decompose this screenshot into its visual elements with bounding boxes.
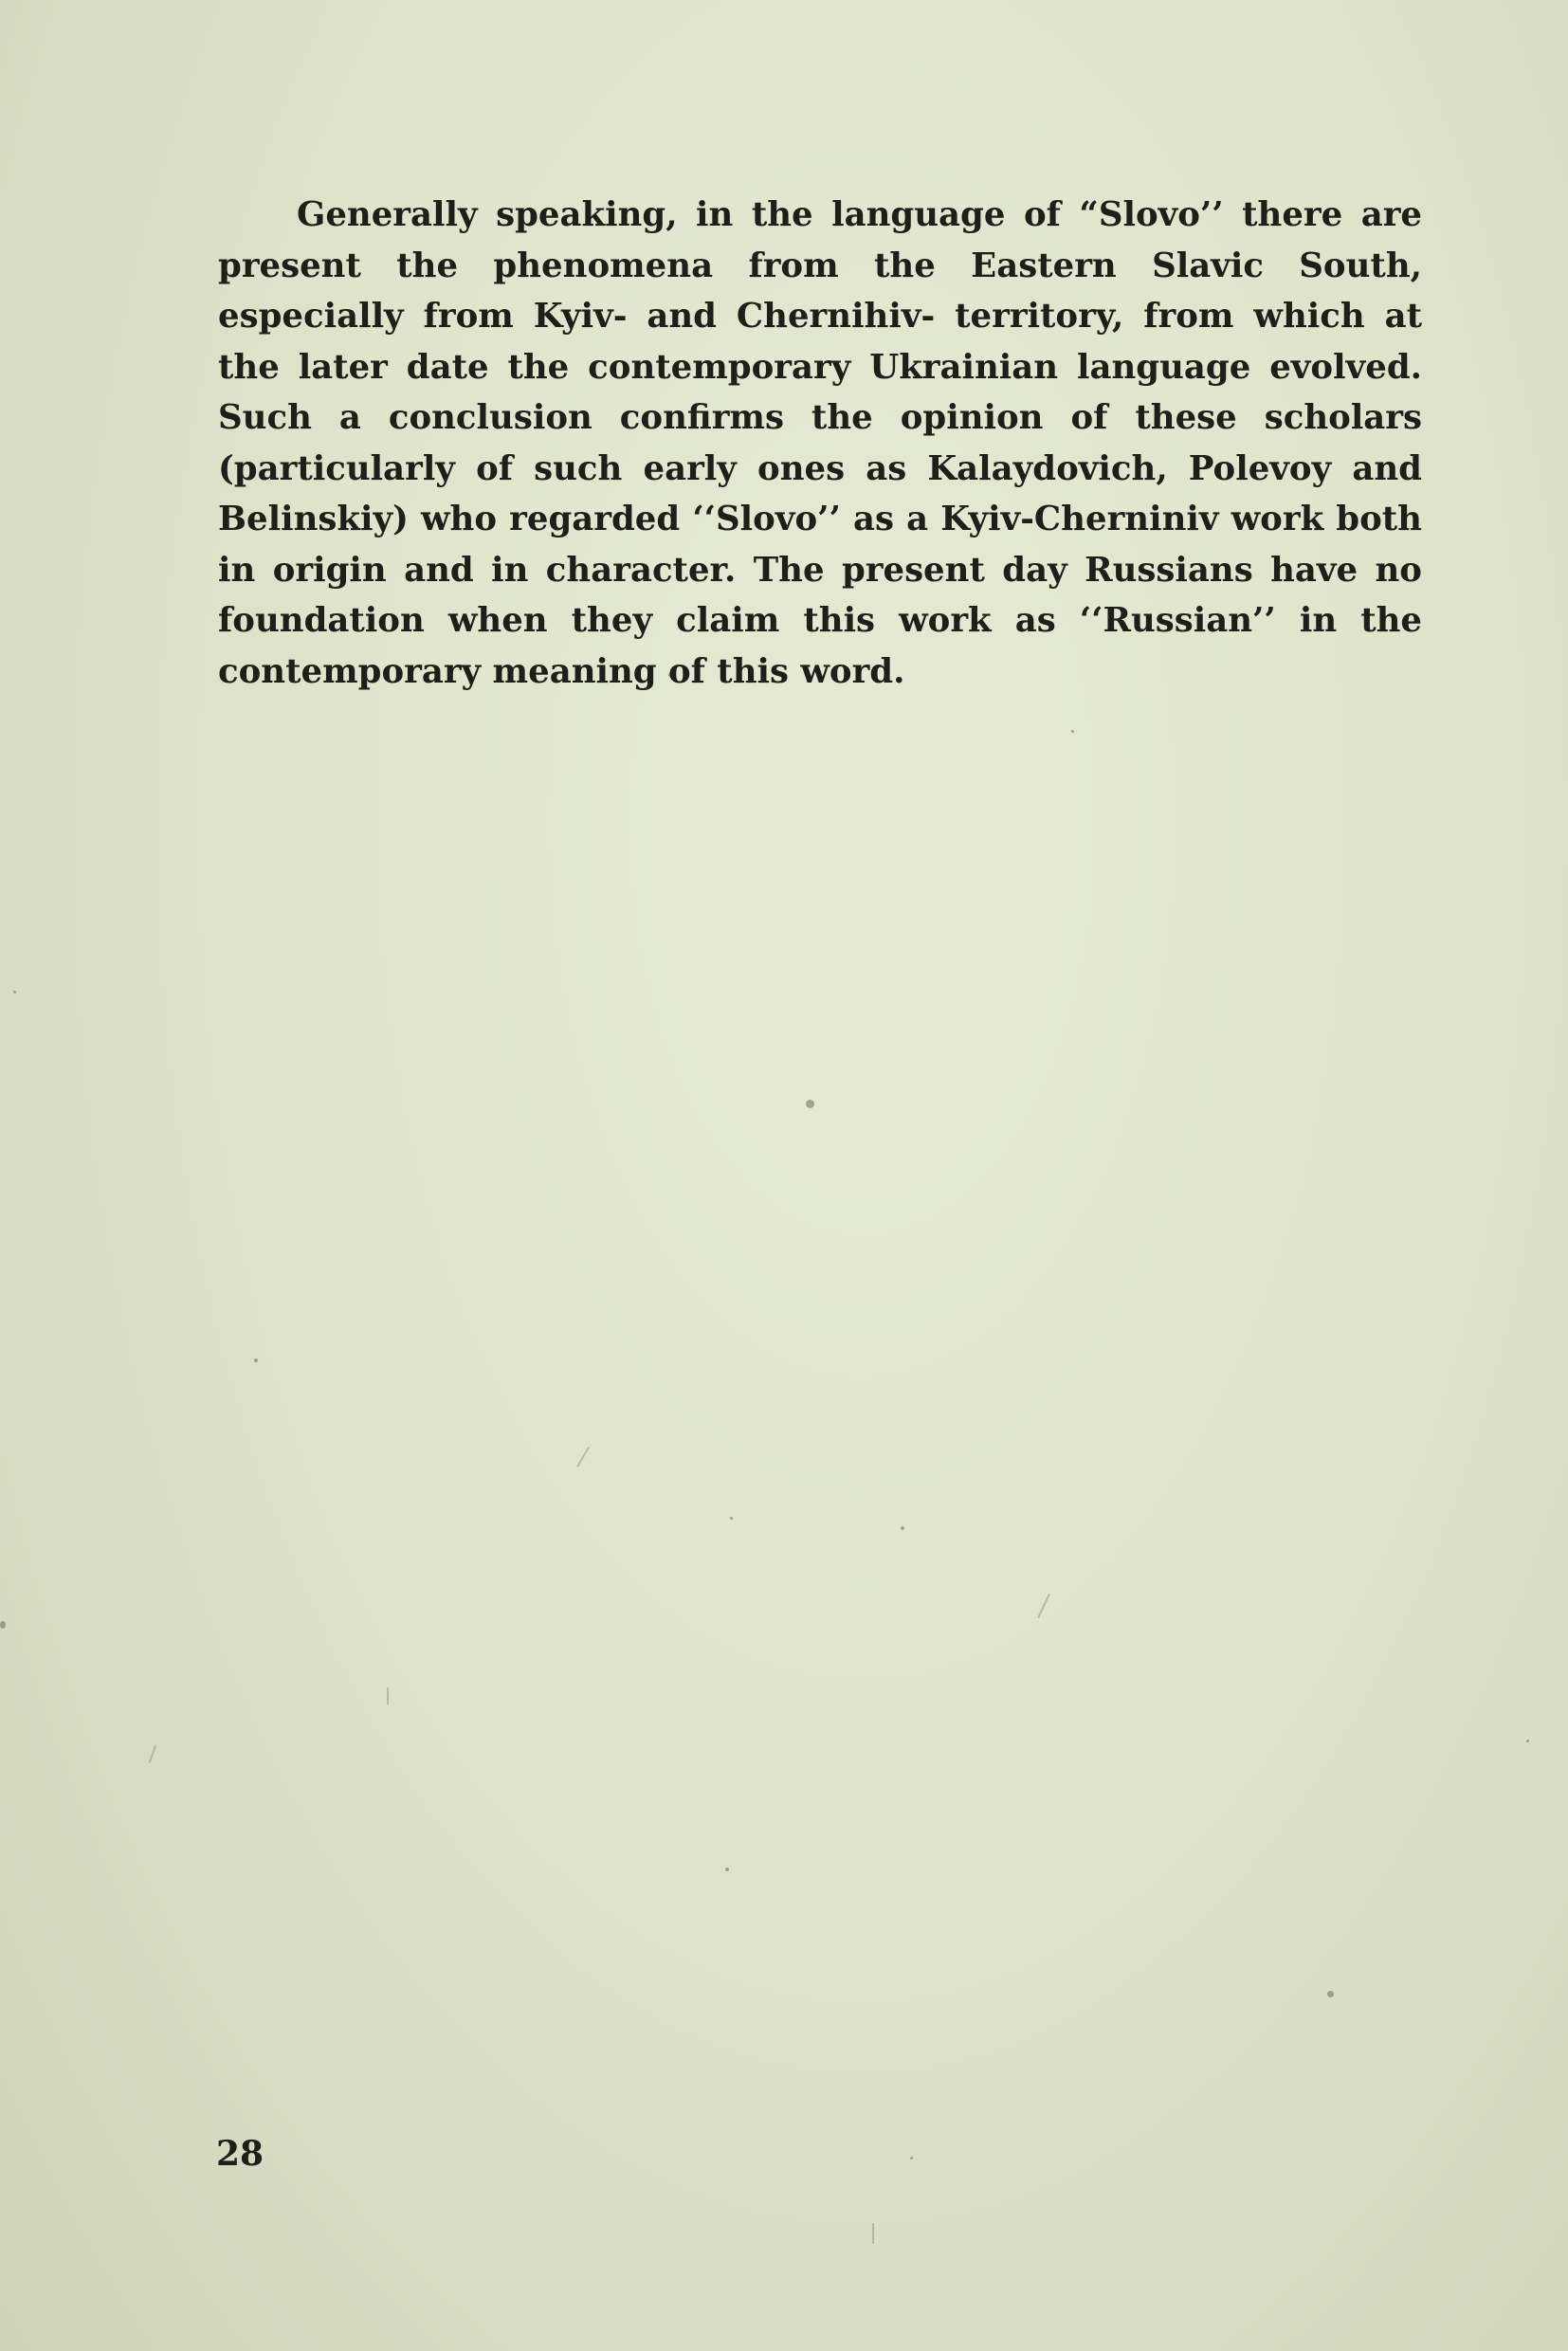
paper-scratch bbox=[1037, 1594, 1050, 1618]
paper-speckle bbox=[0, 1621, 6, 1629]
paper-speckle bbox=[725, 1868, 729, 1871]
paper-speckle bbox=[254, 1358, 258, 1362]
paper-speckle bbox=[730, 1517, 733, 1520]
paper-speckle bbox=[13, 991, 16, 993]
paper-speckle bbox=[806, 1100, 814, 1108]
paper-speckle bbox=[901, 1526, 904, 1530]
paper-scratch bbox=[387, 1687, 389, 1704]
body-paragraph: Generally speaking, in the language of “Slovo’’ there are present the phenomena from the Eastern Slavic South, especially from Kyiv- and Chernihiv- territory, from which at the later date the contemporary Ukrainian language evolved. Such a conclusion confirms the opinion of these scholars (particularly of such early ones as Kalaydovich, Polevoy and Belinskiy) who regarded ‘‘Slovo’’ as a Kyiv-Cherniniv work both in origin and in character. The present day Russians have no foundation when they claim this work as ‘‘Russian’’ in the contemporary meaning of this word. bbox=[218, 195, 1422, 691]
page-number: 28 bbox=[216, 2134, 264, 2174]
paper-speckle bbox=[1327, 1991, 1334, 1997]
paper-scratch bbox=[872, 2223, 874, 2244]
paper-speckle bbox=[1071, 730, 1074, 733]
paper-speckle bbox=[1526, 1740, 1529, 1742]
paper-scratch bbox=[149, 1744, 157, 1762]
paper-speckle bbox=[910, 2157, 913, 2160]
paper-scratch bbox=[576, 1447, 590, 1467]
